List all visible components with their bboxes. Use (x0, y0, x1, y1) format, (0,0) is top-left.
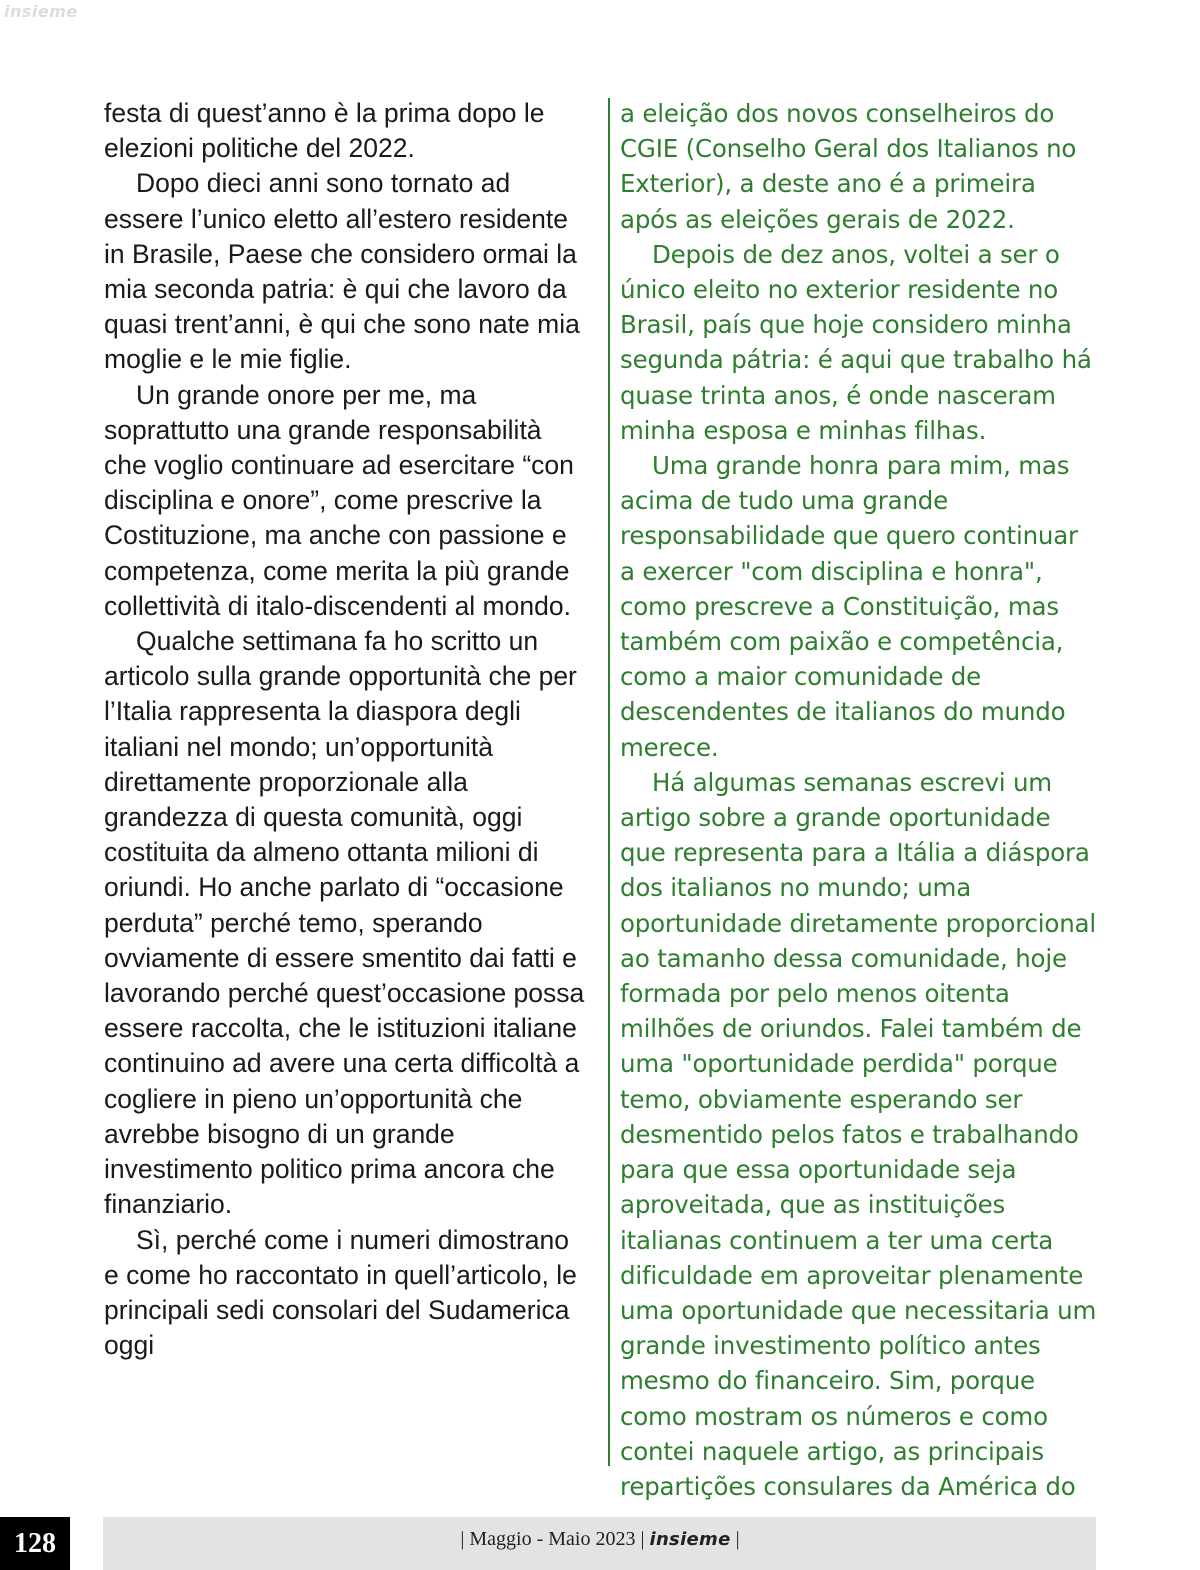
italian-paragraph-1: festa di quest’anno è la prima dopo le elezioni politiche del 2022. (104, 98, 545, 164)
italian-column (104, 96, 586, 1363)
footer-separator: | (735, 1528, 740, 1550)
portuguese-paragraph-4: Há algumas semanas escrevi um artigo sobre a grande oportunidade que representa para a Itália a diáspora dos italianos no mundo; uma oportunidade diretamente proporcional ao tamanho dessa comunidade, hoje formada por pelo menos oitenta milhões de oriundos. Falei também de uma "oportunidade perdida" porque temo, obviamente esperando ser desmentido pelos fatos e trabalhando para que essa oportunidade seja aproveitada, que as instituições italianas continuem a ter uma certa dificuldade em aproveitar plenamente uma oportunidade que necessitaria um grande investimento político antes mesmo do financeiro. Sim, porque como mostram os números e como contei naquele artigo, as principais repartições consulares da América do (620, 767, 1097, 1501)
italian-paragraph-2: Dopo dieci anni sono tornato ad essere l’unico eletto all’estero residente in Brasile, Paese che considero ormai la mia seconda patria: è qui che lavoro da quasi trent’anni, è qui che sono nate mia moglie e le mie figlie. (104, 168, 580, 375)
portuguese-paragraph-3: Uma grande honra para mim, mas acima de tudo uma grande responsabilidade que quero continuar a exercer "com disciplina e honra", como prescreve a Constituição, mas também com paixão e competência, como a maior comunidade de descendentes de italianos do mundo merece. (620, 451, 1078, 762)
portuguese-paragraph-2: Depois de dez anos, voltei a ser o único eleito no exterior residente no Brasil, país que hoje considero minha segunda pátria: é aqui que trabalho há quase trinta anos, é onde nasceram minha esposa e minhas filhas. (620, 239, 1092, 445)
column-divider (608, 98, 610, 1466)
watermark-logo: insieme (4, 2, 78, 21)
page-number: 128 (0, 1517, 70, 1570)
italian-paragraph-3: Un grande onore per me, ma soprattutto una grande responsabilità che voglio continuare ad esercitare “con disciplina e onore”, come prescrive la Costituzione, ma anche con passione e competenza, come merita la più grande collettività di italo-discendenti al mondo. (104, 379, 574, 621)
portuguese-paragraph-1: a eleição dos novos conselheiros do CGIE (Conselho Geral dos Italianos no Exterior), a deste ano é a primeira após as eleições gerais de 2022. (620, 99, 1077, 234)
italian-paragraph-4: Qualche settimana fa ho scritto un articolo sulla grande opportunità che per l’Italia rappresenta la diaspora degli italiani nel mondo; un’opportunità direttamente proporzionale alla grandezza di questa comunità, oggi costituita da almeno ottanta milioni di oriundi. Ho anche parlato di “occasione perduta” perché temo, sperando ovviamente di essere smentito dai fatti e lavorando perché quest’occasione possa essere raccolta, che le istituzioni italiane continuino ad avere una certa difficoltà a cogliere in pieno un’opportunità che avrebbe bisogno di un grande investimento politico prima ancora che finanziario. (104, 626, 585, 1220)
footer-text (0, 1528, 1200, 1551)
portuguese-column (620, 96, 1100, 1504)
italian-paragraph-5: Sì, perché come i numeri dimostrano e come ho raccontato in quell’articolo, le principali sedi consolari del Sudamerica oggi (104, 1224, 577, 1361)
footer-date: | Maggio - Maio 2023 | (460, 1528, 645, 1550)
footer-logo: insieme (649, 1529, 731, 1550)
